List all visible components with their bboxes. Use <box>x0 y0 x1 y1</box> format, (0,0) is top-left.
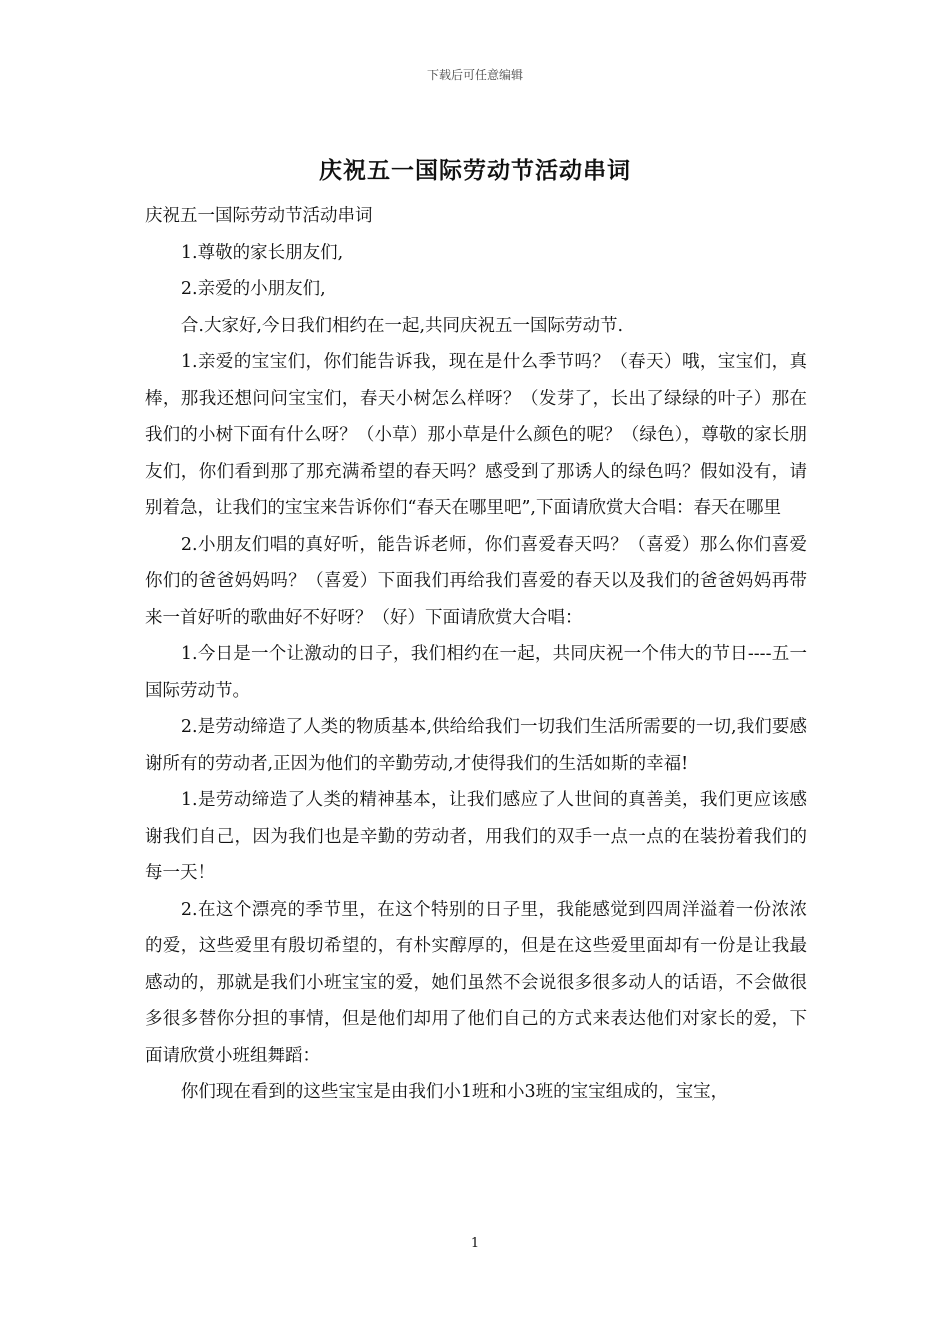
paragraph: 你们现在看到的这些宝宝是由我们小1班和小3班的宝宝组成的，宝宝， <box>180 1082 729 1102</box>
paragraph: 2.亲爱的小朋友们, <box>180 279 326 299</box>
page-number: 1 <box>470 1236 480 1251</box>
page-header: 下载后可任意编辑 <box>426 68 523 82</box>
document-title: 庆祝五一国际劳动节活动串词 <box>319 157 631 184</box>
paragraph: 2.是劳动缔造了人类的物质基本,供给给我们一切我们生活所需要的一切,我们要感谢所有的劳动者,正因为他们的辛勤劳动,才使得我们的生活如斯的幸福! <box>145 717 807 774</box>
paragraph: 1.尊敬的家长朋友们, <box>180 242 344 263</box>
paragraph-subtitle: 庆祝五一国际劳动节活动串词 <box>145 206 373 226</box>
document-body <box>145 198 807 1111</box>
paragraph: 合.大家好,今日我们相约在一起,共同庆祝五一国际劳动节. <box>180 315 624 336</box>
paragraph: 2.在这个漂亮的季节里，在这个特别的日子里，我能感觉到四周洋溢着一份浓浓的爱，这些爱里有殷切希望的，有朴实醇厚的，但是在这些爱里面却有一份是让我最感动的，那就是我们小班宝宝的爱，她们虽然不会说很多很多动人的话语，不会做很多很多替你分担的事情，但是他们却用了他们自己的方式来表达他们对家长的爱，下面请欣赏小班组舞蹈： <box>145 899 807 1066</box>
paragraph: 2.小朋友们唱的真好听，能告诉老师，你们喜爱春天吗？（喜爱）那么你们喜爱你们的爸爸妈妈吗？（喜爱）下面我们再给我们喜爱的春天以及我们的爸爸妈妈再带来一首好听的歌曲好不好呀？（好）下面请欣赏大合唱： <box>145 534 807 628</box>
paragraph: 1.是劳动缔造了人类的精神基本，让我们感应了人世间的真善美，我们更应该感谢我们自己，因为我们也是辛勤的劳动者，用我们的双手一点一点的在装扮着我们的每一天！ <box>145 790 807 883</box>
paragraph: 1.今日是一个让激动的日子，我们相约在一起，共同庆祝一个伟大的节日----五一国际劳动节。 <box>145 644 807 701</box>
paragraph: 1.亲爱的宝宝们，你们能告诉我，现在是什么季节吗？（春天）哦，宝宝们，真棒，那我还想问问宝宝们，春天小树怎么样呀？（发芽了，长出了绿绿的叶子）那在我们的小树下面有什么呀？（小草）那小草是什么颜色的呢？（绿色），尊敬的家长朋友们，你们看到那了那充满希望的春天吗？感受到了那诱人的绿色吗？假如没有，请别着急，让我们的宝宝来告诉你们“春天在哪里吧”,下面请欣赏大合唱：春天在哪里 <box>145 352 807 518</box>
